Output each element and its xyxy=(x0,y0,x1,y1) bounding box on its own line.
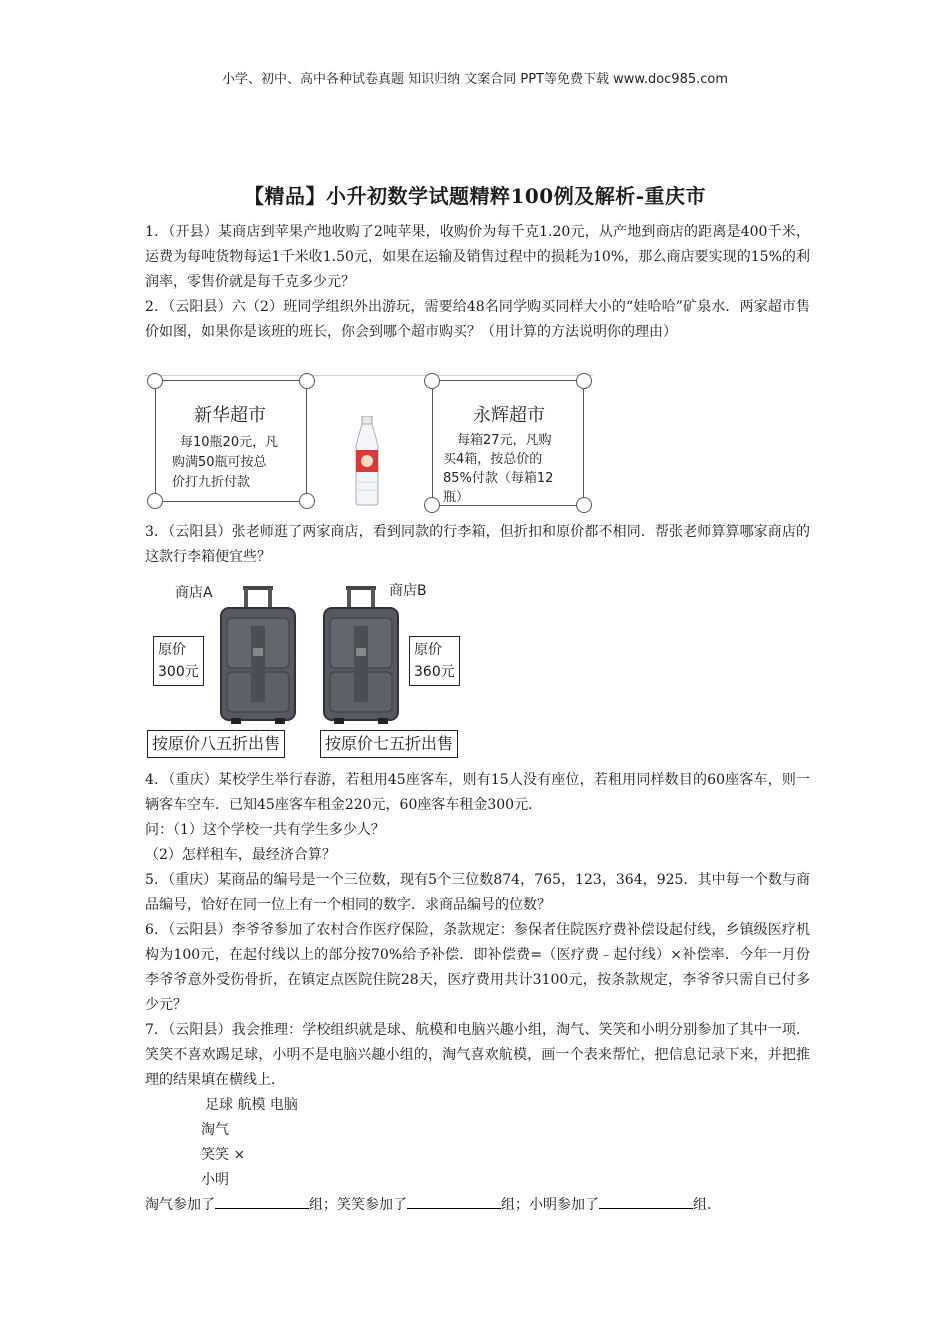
price-b-value: 360元 xyxy=(414,664,455,680)
price-a-value: 300元 xyxy=(158,664,199,680)
question-4-ask-2: （2）怎样租车，最经济合算？ xyxy=(145,847,336,863)
xinhua-line-1: 每10瓶20元，凡 xyxy=(180,435,279,450)
suitcase-b-icon xyxy=(320,586,402,726)
scroll-curl-icon xyxy=(576,373,592,389)
scroll-curl-icon xyxy=(299,373,315,389)
scroll-curl-icon xyxy=(299,493,315,509)
scroll-curl-icon xyxy=(424,497,440,513)
yonghui-line-2: 买4箱，按总价的 xyxy=(443,452,543,467)
q7-answer-part-1: 淘气参加了 xyxy=(145,1197,215,1213)
q7-answer-line xyxy=(145,1193,810,1218)
question-2 xyxy=(145,295,810,345)
scroll-curl-icon xyxy=(147,493,163,509)
scroll-curl-icon xyxy=(424,373,440,389)
suitcase-a-icon xyxy=(217,586,299,726)
question-5-text: 5．（重庆）某商品的编号是一个三位数，现有5个三位数874，765，123，364，925．其中每一个数与商品编号，恰好在同一位上有一个相同的数字．求商品编号的位数？ xyxy=(145,872,810,913)
xinhua-store-name: 新华超市 xyxy=(194,405,266,426)
q7-answer-part-4: 组． xyxy=(693,1197,721,1213)
question-1 xyxy=(145,220,810,295)
water-bottle-icon xyxy=(350,416,384,506)
supermarket-price-figure xyxy=(145,375,593,514)
price-b-box xyxy=(409,636,460,686)
q7-table-row-1: 淘气 xyxy=(201,1122,229,1138)
yonghui-line-1: 每箱27元，凡购 xyxy=(457,433,552,448)
page-header: 小学、初中、高中各种试卷真题 知识归纳 文案合同 PPT等免费下载 www.doc985.com xyxy=(221,72,729,87)
question-5 xyxy=(145,868,810,918)
question-6-text: 6．（云阳县）李爷爷参加了农村合作医疗保险，条款规定：参保者住院医疗费补偿设起付线，乡镇级医疗机构为100元，在起付线以上的部分按70%给予补偿．即补偿费=（医疗费﹣起付线）×补偿率．今年一月份李爷爷意外受伤骨折，在镇定点医院住院28天，医疗费用共计3100元，按条款规定，李爷爷只需自已付多少元？ xyxy=(145,922,810,1013)
store-b-label: 商店B xyxy=(389,583,427,599)
store-a-label: 商店A xyxy=(175,585,213,601)
question-1-text: 1．（开县）某商店到苹果产地收购了2吨苹果，收购价为每千克1.20元，从产地到商店的距离是400千米，运费为每吨货物每运1千米收1.50元，如果在运输及销售过程中的损耗为10%，那么商店要实现的15%的利润率，零售价就是每千克多少元？ xyxy=(145,224,810,290)
scroll-curl-icon xyxy=(576,497,592,513)
question-4-text: 4．（重庆）某校学生举行春游，若租用45座客车，则有15人没有座位，若租用同样数目的60座客车，则一辆客车空车．已知45座客车租金220元，60座客车租金300元． xyxy=(145,772,810,813)
xinhua-line-3: 价打九折付款 xyxy=(172,475,251,490)
question-3-text: 3．（云阳县）张老师逛了两家商店，看到同款的行李箱，但折扣和原价都不相同．帮张老师算算哪家商店的这款行李箱便宜些？ xyxy=(145,524,810,565)
question-7 xyxy=(145,1018,810,1218)
q7-answer-blank-1[interactable] xyxy=(215,1194,309,1209)
q7-answer-part-2: 组；笑笑参加了 xyxy=(309,1197,407,1213)
sale-a-box: 按原价八五折出售 xyxy=(147,730,285,758)
q7-table-row-3: 小明 xyxy=(201,1172,229,1188)
xinhua-scroll xyxy=(155,380,307,502)
q7-table-row-2: 笑笑 × xyxy=(201,1147,246,1163)
yonghui-scroll xyxy=(432,380,584,506)
question-6 xyxy=(145,918,810,1018)
suitcase-figure xyxy=(145,578,485,760)
question-7-text: 7．（云阳县）我会推理：学校组织就是球、航模和电脑兴趣小组，淘气、笑笑和小明分别参加了其中一项．笑笑不喜欢踢足球，小明不是电脑兴趣小组的，淘气喜欢航模，画一个表来帮忙，把信息记录下来，并把推理的结果填在横线上． xyxy=(145,1022,810,1088)
price-a-label: 原价 xyxy=(158,642,186,658)
yonghui-line-4: 瓶） xyxy=(443,490,470,505)
q7-table-header: 足球 航模 电脑 xyxy=(205,1097,298,1113)
q7-answer-blank-3[interactable] xyxy=(599,1194,693,1209)
yonghui-store-name: 永辉超市 xyxy=(473,405,545,426)
question-4 xyxy=(145,768,810,868)
question-4-ask-1: 问：（1）这个学校一共有学生多少人？ xyxy=(145,822,385,838)
scroll-curl-icon xyxy=(147,373,163,389)
q7-answer-part-3: 组；小明参加了 xyxy=(501,1197,599,1213)
xinhua-line-2: 购满50瓶可按总 xyxy=(172,455,267,470)
q7-answer-blank-2[interactable] xyxy=(407,1194,501,1209)
sale-b-box: 按原价七五折出售 xyxy=(320,730,458,758)
price-b-label: 原价 xyxy=(414,642,442,658)
question-3 xyxy=(145,520,810,570)
price-a-box xyxy=(153,636,204,686)
question-2-text: 2．（云阳县）六（2）班同学组织外出游玩，需要给48名同学购买同样大小的“娃哈哈”矿泉水．两家超市售价如图，如果你是该班的班长，你会到哪个超市购买？（用计算的方法说明你的理由） xyxy=(145,299,810,340)
yonghui-line-3: 85%付款（每箱12 xyxy=(443,471,554,486)
page-title: 【精品】小升初数学试题精粹100例及解析-重庆市 xyxy=(243,184,707,208)
